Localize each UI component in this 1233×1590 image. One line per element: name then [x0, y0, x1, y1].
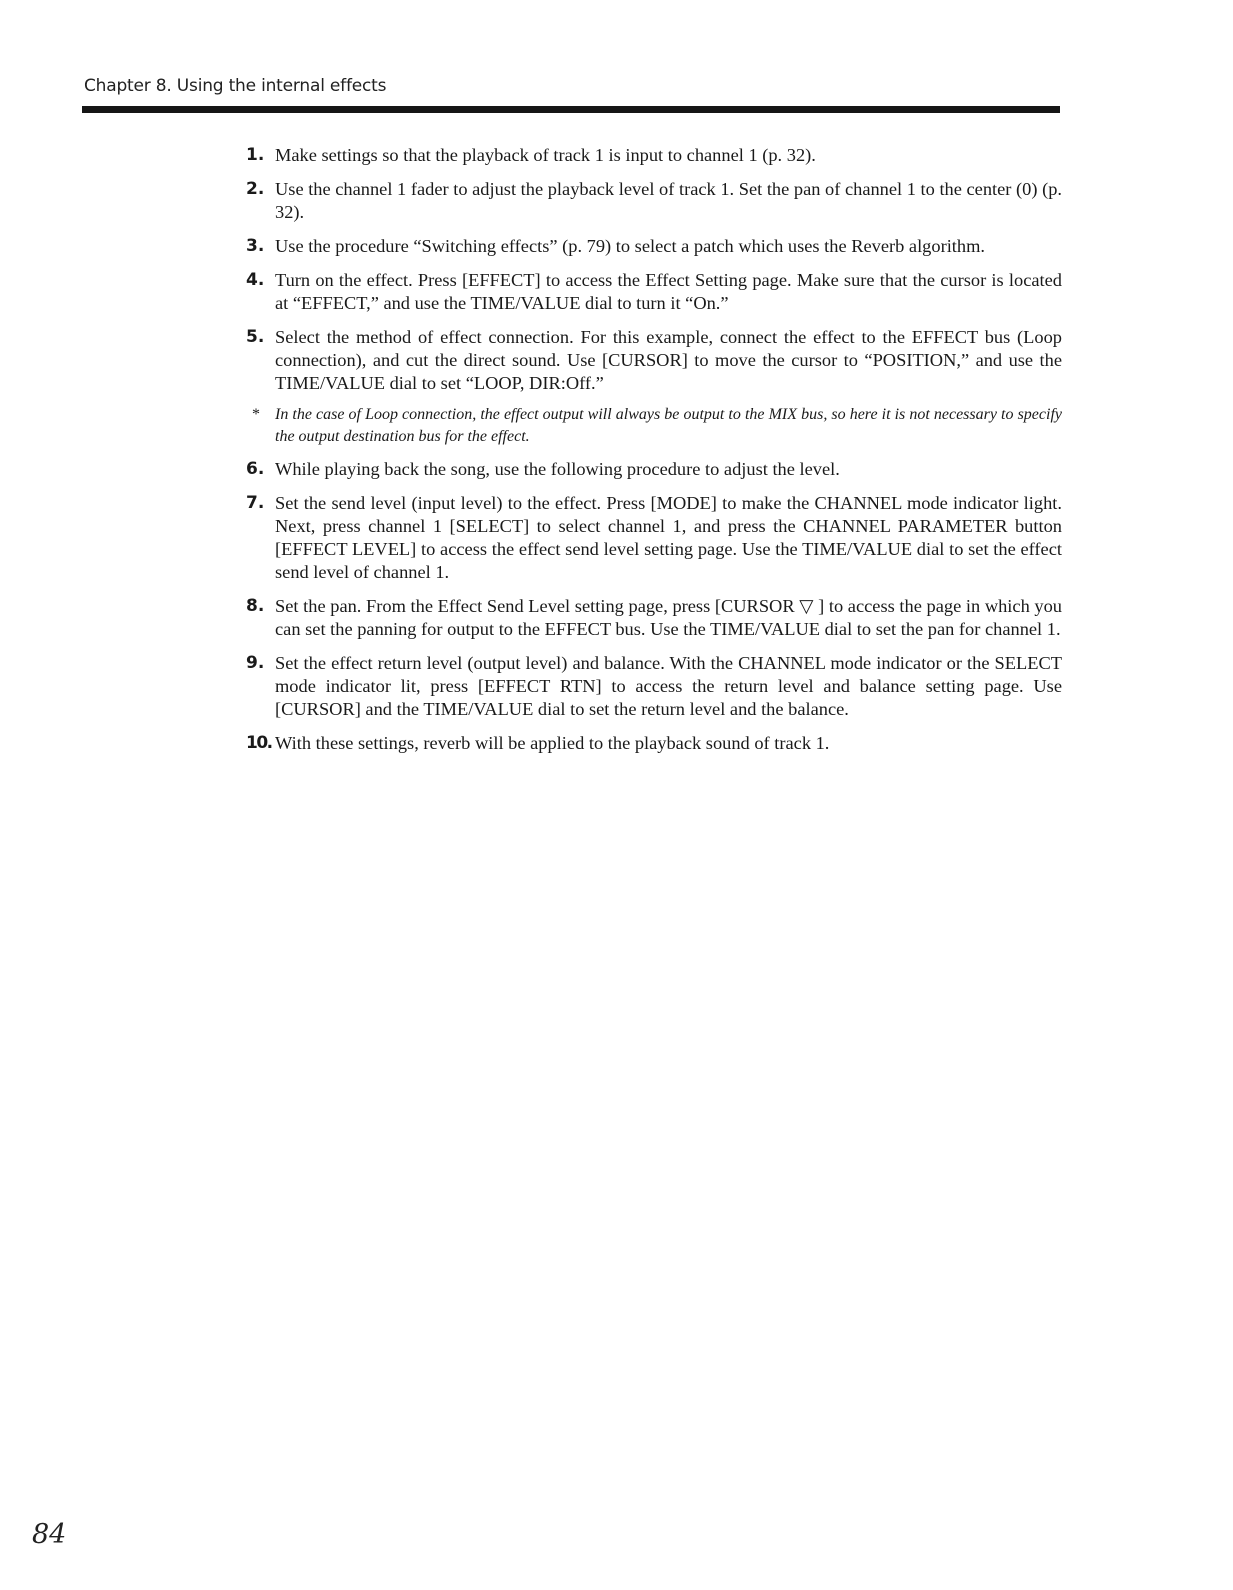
step-text: Turn on the effect. Press [EFFECT] to access the Effect Setting page. Make sure that the cursor is located at “EFFECT,” and use the TIME/VALUE dial to turn it “On.”: [275, 270, 1062, 313]
note-text: In the case of Loop connection, the effect output will always be output to the MIX bus, so here it is not necessary to specify the output destination bus for the effect.: [275, 406, 1062, 445]
step-10: [246, 732, 1062, 755]
step-number: 6.: [246, 459, 265, 479]
chapter-header: Chapter 8. Using the internal effects: [84, 76, 387, 96]
page-number: 84: [32, 1519, 67, 1550]
step-number: 8.: [246, 596, 265, 616]
step-number: 1.: [246, 145, 265, 165]
step-2: [246, 178, 1062, 224]
step-number: 5.: [246, 327, 265, 347]
step-number: 3.: [246, 236, 265, 256]
step-6: [246, 458, 1062, 481]
procedure-steps: [246, 144, 1062, 766]
step-text: Use the procedure “Switching effects” (p. 79) to select a patch which uses the Reverb algorithm.: [275, 236, 986, 256]
step-text: Use the channel 1 fader to adjust the playback level of track 1. Set the pan of channel 1 to the center (0) (p. 32).: [275, 179, 1062, 222]
step-text: Select the method of effect connection. For this example, connect the effect to the EFFECT bus (Loop connection), and cut the direct sound. Use [CURSOR] to move the cursor to “POSITION,” and use the TIME/VALUE dial to set “LOOP, DIR:Off.”: [275, 327, 1062, 393]
step-number: 2.: [246, 179, 265, 199]
note-asterisk: *: [252, 406, 260, 423]
step-9: [246, 652, 1062, 721]
step-number: 7.: [246, 493, 265, 513]
step-number: 4.: [246, 270, 265, 290]
step-5: [246, 326, 1062, 395]
step-7: [246, 492, 1062, 584]
step-text: Set the send level (input level) to the effect. Press [MODE] to make the CHANNEL mode indicator light. Next, press channel 1 [SELECT] to select channel 1, and press the CHANNEL PARAMETER button [EFFECT LEVEL] to access the effect send level setting page. Use the TIME/VALUE dial to set the effect send level of channel 1.: [275, 493, 1062, 582]
step-text: Set the effect return level (output level) and balance. With the CHANNEL mode indicator or the SELECT mode indicator lit, press [EFFECT RTN] to access the return level and balance setting page. Use [CURSOR] and the TIME/VALUE dial to set the return level and the balance.: [275, 653, 1062, 719]
note: [246, 404, 1062, 448]
step-text: Make settings so that the playback of track 1 is input to channel 1 (p. 32).: [275, 145, 816, 165]
step-8: [246, 595, 1062, 641]
step-text: While playing back the song, use the following procedure to adjust the level.: [275, 459, 840, 479]
header-rule: [82, 106, 1060, 113]
step-number: 9.: [246, 653, 265, 673]
step-number: 10.: [246, 733, 272, 753]
step-4: [246, 269, 1062, 315]
step-text: With these settings, reverb will be applied to the playback sound of track 1.: [275, 733, 830, 753]
step-3: [246, 235, 1062, 258]
step-text: Set the pan. From the Effect Send Level setting page, press [CURSOR ▽ ] to access the page in which you can set the panning for output to the EFFECT bus. Use the TIME/VALUE dial to set the pan for channel 1.: [275, 596, 1062, 639]
step-1: [246, 144, 1062, 167]
